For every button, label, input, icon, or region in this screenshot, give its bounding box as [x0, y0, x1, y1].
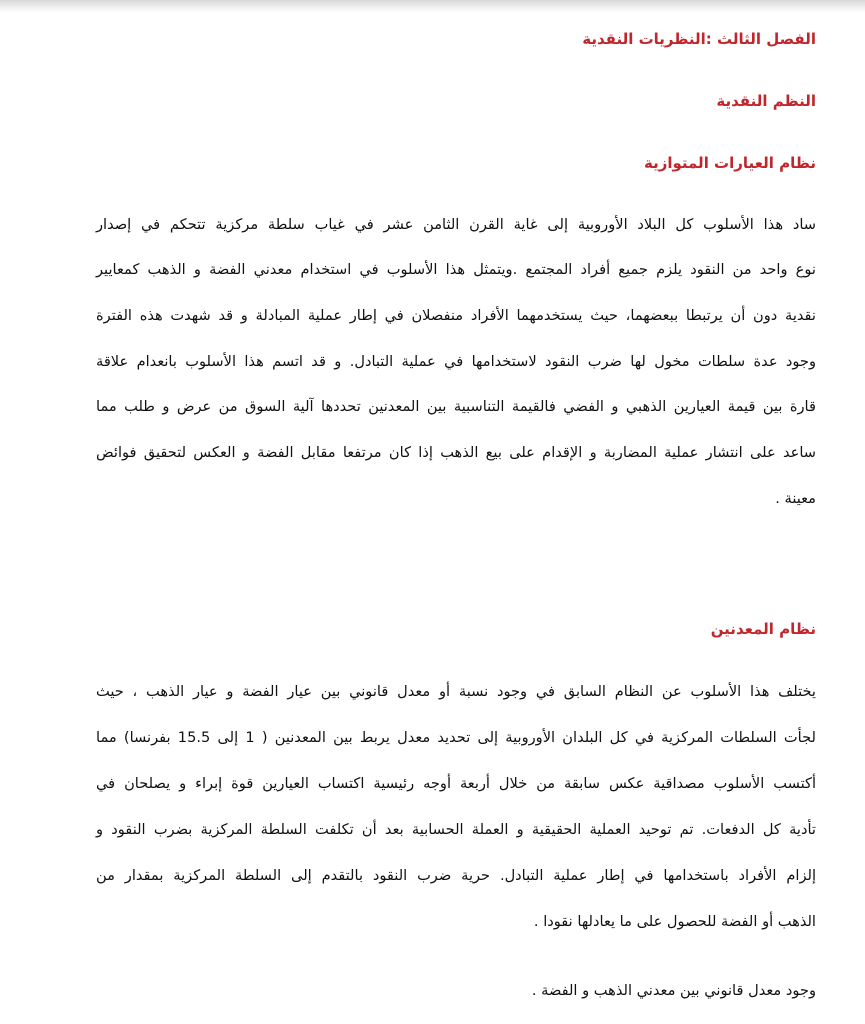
paragraph-line: يختلف هذا الأسلوب عن النظام السابق في وجود نسبة أو معدل قانوني بين عيار الفضة و عيار الذهب ، حيث	[96, 683, 816, 700]
paragraph-line: تأدية كل الدفعات. تم توحيد العملية الحقيقية و العملة الحسابية بعد أن تكلفت السلطة المركزية بضرب النقود و	[96, 821, 816, 838]
paragraph-line: إلزام الأفراد باستخدامها في إطار عملية التبادل. حرية ضرب النقود بالتقدم إلى السلطة المركزية بمقدار من	[96, 867, 816, 884]
paragraph-line: لجأت السلطات المركزية في كل البلدان الأوروبية إلى تحديد معدل يربط بين المعدنين ( 1 إلى 15.5 بفرنسا) مما	[96, 729, 816, 746]
subsection-title-bimetallism: نظام المعدنين	[710, 620, 816, 638]
paragraph-line: نوع واحد من النقود يلزم جميع أفراد المجتمع .ويتمثل هذا الأسلوب في استخدام معدني الفضة و الذهب كمعايير	[96, 261, 816, 278]
paragraph-line: أكتسب الأسلوب مصداقية عكس سابقة من خلال أربعة أوجه رئيسية اكتساب العيارين قوة إبراء و يصلحان في	[96, 775, 816, 792]
chapter-title: الفصل الثالث :النظريات النقدية	[582, 30, 816, 48]
paragraph-line: ساعد على انتشار عملية المضاربة و الإقدام على بيع الذهب إذا كان مرتفعا مقابل الفضة و العكس لتحقيق فوائض	[96, 444, 816, 461]
paragraph-line: الذهب أو الفضة للحصول على ما يعادلها نقودا .	[533, 913, 816, 930]
paragraph-line: وجود عدة سلطات مخول لها ضرب النقود لاستخدامها في عملية التبادل. و قد اتسم هذا الأسلوب بانعدام علاقة	[96, 353, 816, 370]
final-statement: وجود معدل قانوني بين معدني الذهب و الفضة .	[531, 982, 816, 999]
paragraph-line: نقدية دون أن يرتبطا ببعضهما، حيث يستخدمهما الأفراد منفصلان في إطار عملية المبادلة و قد شهدت هذه الفترة	[96, 307, 816, 324]
top-edge-shadow	[0, 0, 865, 12]
section-title: النظم النقدية	[716, 92, 816, 110]
paragraph-line: ساد هذا الأسلوب كل البلاد الأوروبية إلى غاية القرن الثامن عشر في غياب سلطة مركزية تتحكم في إصدار	[96, 216, 816, 233]
subsection-title-parallel-standards: نظام العيارات المتوازية	[643, 154, 816, 172]
paragraph-line: قارة بين قيمة العيارين الذهبي و الفضي فالقيمة التناسبية بين المعدنين تحددها آلية السوق من عرض و طلب مما	[96, 398, 816, 415]
paragraph-line: معينة .	[775, 490, 816, 507]
